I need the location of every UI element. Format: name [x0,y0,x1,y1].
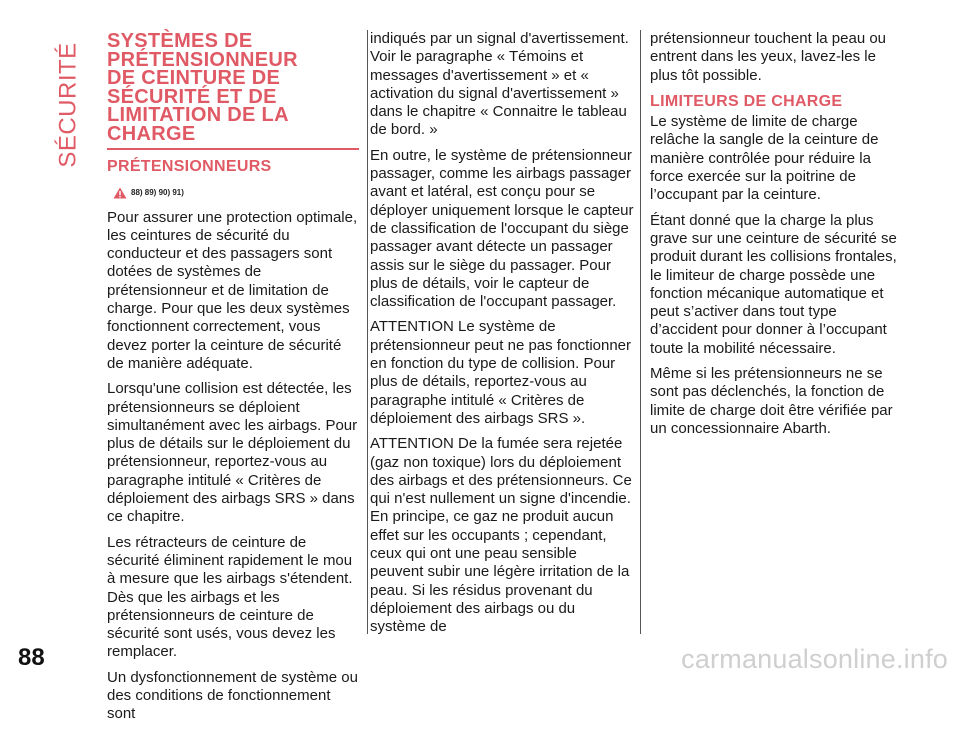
warning-refs: 88) 89) 90) 91) [131,188,184,198]
title-line: DE CEINTURE DE [107,67,281,89]
side-chapter-tab [52,30,86,180]
section-heading-limiteurs: LIMITEURS DE CHARGE [650,92,843,110]
title-line: CHARGE [107,122,196,145]
watermark: carmanualsonline.info [681,644,948,674]
column-divider [367,30,368,634]
title-divider [107,148,359,150]
page-number: 88 [18,644,45,671]
column-left [107,30,359,731]
paragraph: Pour assurer une protection optimale, les ceintures de sécurité du conducteur et des passagers sont dotées de systèmes de prétensionneur et de limitation de charge. Pour que les deux systèmes fonctionnent correctement, vous devez porter la ceinture de sécurité de manière adéquate. [107,208,358,372]
column-divider [640,30,641,634]
section-heading-pretensionneurs: PRÉTENSIONNEURS [107,158,272,175]
paragraph: Lorsqu'une collision est détectée, les prétensionneurs se déploient simultanément avec les airbags. Pour plus de détails sur le déploiement du prétensionneur, reportez-vous au paragraphe intitulé « Critères de déploiement des airbags SRS » dans ce chapitre. [107,380,358,526]
paragraph: Même si les prétensionneurs ne se sont pas déclenchés, la fonction de limite de charge doit être vérifiée par un concessionnaire Abarth. [650,365,893,437]
paragraph: indiqués par un signal d'avertissement. Voir le paragraphe « Témoins et messages d'avertissement » et « activation du signal d'avertissement » dans le chapitre « Connaitre le tableau de bord. » [370,30,629,139]
paragraph: ATTENTION De la fumée sera rejetée (gaz non toxique) lors du déploiement des airbags et des prétensionneurs. Ce qui n'est nullement un signe d'incendie. En principe, ce gaz ne produit aucun effet sur les occupants ; cependant, ceux qui ont une peau sensible peuvent subir une légère irritation de la peau. Si les résidus provenant du déploiement des airbags ou du système de [370,435,632,636]
paragraph: ATTENTION Le système de prétensionneur peut ne pas fonctionner en fonction du type de collision. Pour plus de détails, reportez-vous au paragraphe intitulé « Critères de déploiement des airbags SRS ». [370,318,632,427]
title-line: PRÉTENSIONNEUR [107,48,298,71]
title-line: SÉCURITÉ ET DE [107,85,277,108]
warning-triangle-icon [113,187,127,199]
paragraph: Le système de limite de charge relâche la sangle de la ceinture de manière contrôlée pour réduire la force exercée sur la poitrine de l’occupant par la ceinture. [650,113,879,204]
paragraph: En outre, le système de prétensionneur passager, comme les airbags passager avant et latéral, est conçu pour se déployer uniquement lorsque le capteur de classification de l'occupant du siège passager avant détecte un passager assis sur le siège du passager. Pour plus de détails, voir le capteur de classification de l'occupant passager. [370,146,634,311]
page-title [107,32,359,143]
title-line: LIMITATION DE LA [107,104,289,126]
paragraph: prétensionneur touchent la peau ou entrent dans les yeux, lavez-les le plus tôt possible. [650,30,887,84]
paragraph: Étant donné que la charge la plus grave sur une ceinture de sécurité se produit durant les collisions frontales, le limiteur de charge possède une fonction mécanique automatique et peut s’activer dans tout type d’accident pour donner à l’occupant toute la mobilité nécessaire. [650,211,897,357]
column-right [650,30,902,445]
title-line: SYSTÈMES DE [107,30,253,52]
paragraph: Un dysfonctionnement de système ou des conditions de fonctionnement sont [107,668,358,723]
side-chapter-label: SÉCURITÉ [55,42,83,168]
paragraph: Les rétracteurs de ceinture de sécurité éliminent rapidement le mou à mesure que les airbags s'étendent. Dès que les airbags et les prétensionneurs de ceinture de sécurité sont usés, vous devez les remplacer. [107,533,353,661]
warning-reference [107,184,359,202]
column-middle [370,30,642,644]
